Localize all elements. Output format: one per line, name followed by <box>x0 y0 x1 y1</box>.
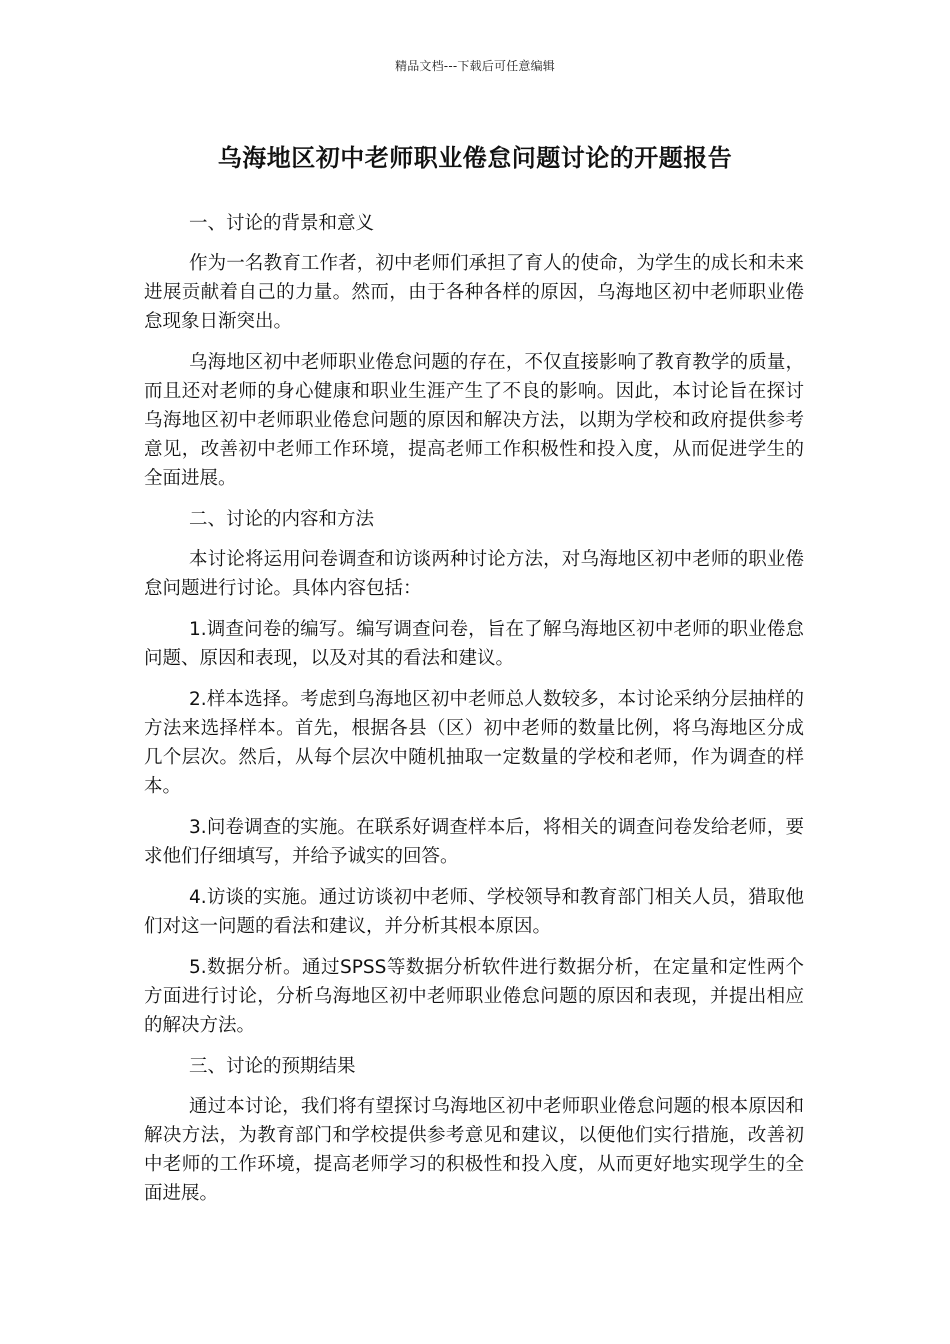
paragraph-methods: 本讨论将运用问卷调查和访谈两种讨论方法，对乌海地区初中老师的职业倦怠问题进行讨论。具体内容包括： <box>144 549 804 599</box>
section-heading-results: 三、讨论的预期结果 <box>189 1056 356 1077</box>
page-header: 精品文档---下载后可任意编辑 <box>395 59 555 73</box>
list-item-questionnaire: 1.调查问卷的编写。编写调查问卷，旨在了解乌海地区初中老师的职业倦怠问题、原因和表现，以及对其的看法和建议。 <box>144 619 804 669</box>
list-item-interview: 4.访谈的实施。通过访谈初中老师、学校领导和教育部门相关人员，猎取他们对这一问题的看法和建议，并分析其根本原因。 <box>144 887 804 937</box>
list-item-sampling: 2.样本选择。考虑到乌海地区初中老师总人数较多，本讨论采纳分层抽样的方法来选择样本。首先，根据各县（区）初中老师的数量比例，将乌海地区分成几个层次。然后，从每个层次中随机抽取一定数量的学校和老师，作为调查的样本。 <box>144 689 804 797</box>
section-heading-background: 一、讨论的背景和意义 <box>189 213 375 234</box>
document-body <box>144 209 804 1220</box>
list-item-analysis: 5.数据分析。通过SPSS等数据分析软件进行数据分析，在定量和定性两个方面进行讨论，分析乌海地区初中老师职业倦怠问题的原因和表现，并提出相应的解决方法。 <box>144 957 804 1036</box>
list-item-survey: 3.问卷调查的实施。在联系好调查样本后，将相关的调查问卷发给老师，要求他们仔细填写，并给予诚实的回答。 <box>144 817 804 867</box>
section-heading-content: 二、讨论的内容和方法 <box>189 509 375 530</box>
paragraph-expected-results: 通过本讨论，我们将有望探讨乌海地区初中老师职业倦怠问题的根本原因和解决方法，为教育部门和学校提供参考意见和建议，以便他们实行措施，改善初中老师的工作环境，提高老师学习的积极性和投入度，从而更好地实现学生的全面进展。 <box>144 1096 804 1204</box>
document-title: 乌海地区初中老师职业倦怠问题讨论的开题报告 <box>217 144 733 172</box>
paragraph-purpose: 乌海地区初中老师职业倦怠问题的存在，不仅直接影响了教育教学的质量，而且还对老师的身心健康和职业生涯产生了不良的影响。因此，本讨论旨在探讨乌海地区初中老师职业倦怠问题的原因和解决方法，以期为学校和政府提供参考意见，改善初中老师工作环境，提高老师工作积极性和投入度，从而促进学生的全面进展。 <box>144 352 804 489</box>
paragraph-intro: 作为一名教育工作者，初中老师们承担了育人的使命，为学生的成长和未来进展贡献着自己的力量。然而，由于各种各样的原因，乌海地区初中老师职业倦怠现象日渐突出。 <box>144 253 804 332</box>
